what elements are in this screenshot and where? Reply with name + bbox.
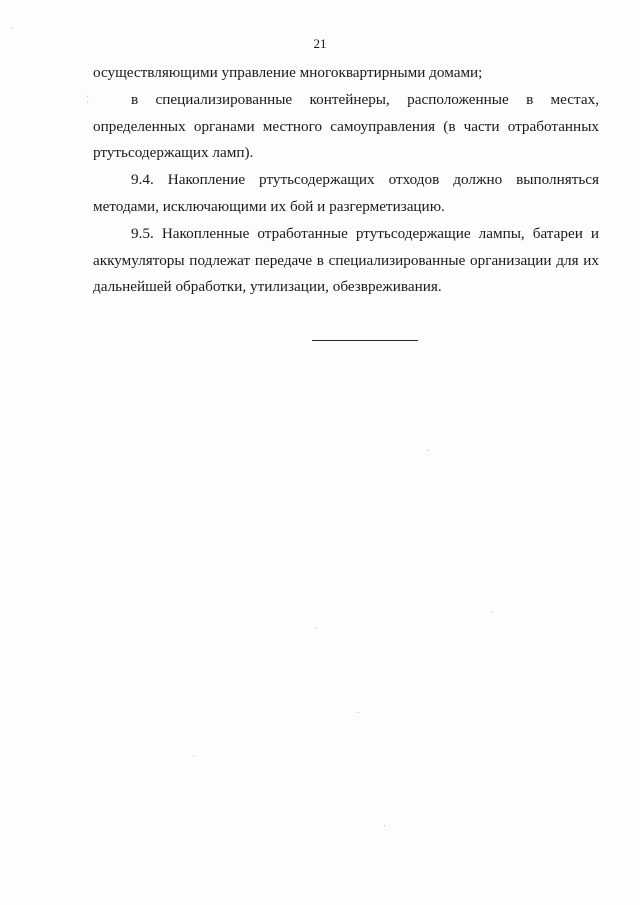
paragraph-9-5-line-3: дальнейшей обработки, утилизации, обезвреживания. (93, 278, 442, 296)
paragraph-9-5-line-1: 9.5. Накопленные отработанные ртутьсодержащие лампы, батареи и (131, 224, 599, 242)
paragraph-9-4-line-2: методами, исключающими их бой и разгерметизацию. (93, 197, 445, 215)
body-line-2: в специализированные контейнеры, расположенные в местах, (131, 90, 599, 108)
body-line-3: определенных органами местного самоуправления (в части отработанных (93, 117, 599, 135)
paragraph-9-4-line-1: 9.4. Накопление ртутьсодержащих отходов должно выполняться (131, 171, 599, 189)
page-number: 21 (313, 36, 327, 51)
body-line-4: ртутьсодержащих ламп). (93, 144, 254, 162)
body-line-1: осуществляющими управление многоквартирными домами; (93, 64, 483, 81)
end-divider (312, 340, 418, 341)
document-body (93, 60, 599, 301)
margin-mark: ⁚ (86, 95, 90, 106)
paragraph-9-5-line-2: аккумуляторы подлежат передаче в специализированные организации для их (93, 251, 599, 269)
